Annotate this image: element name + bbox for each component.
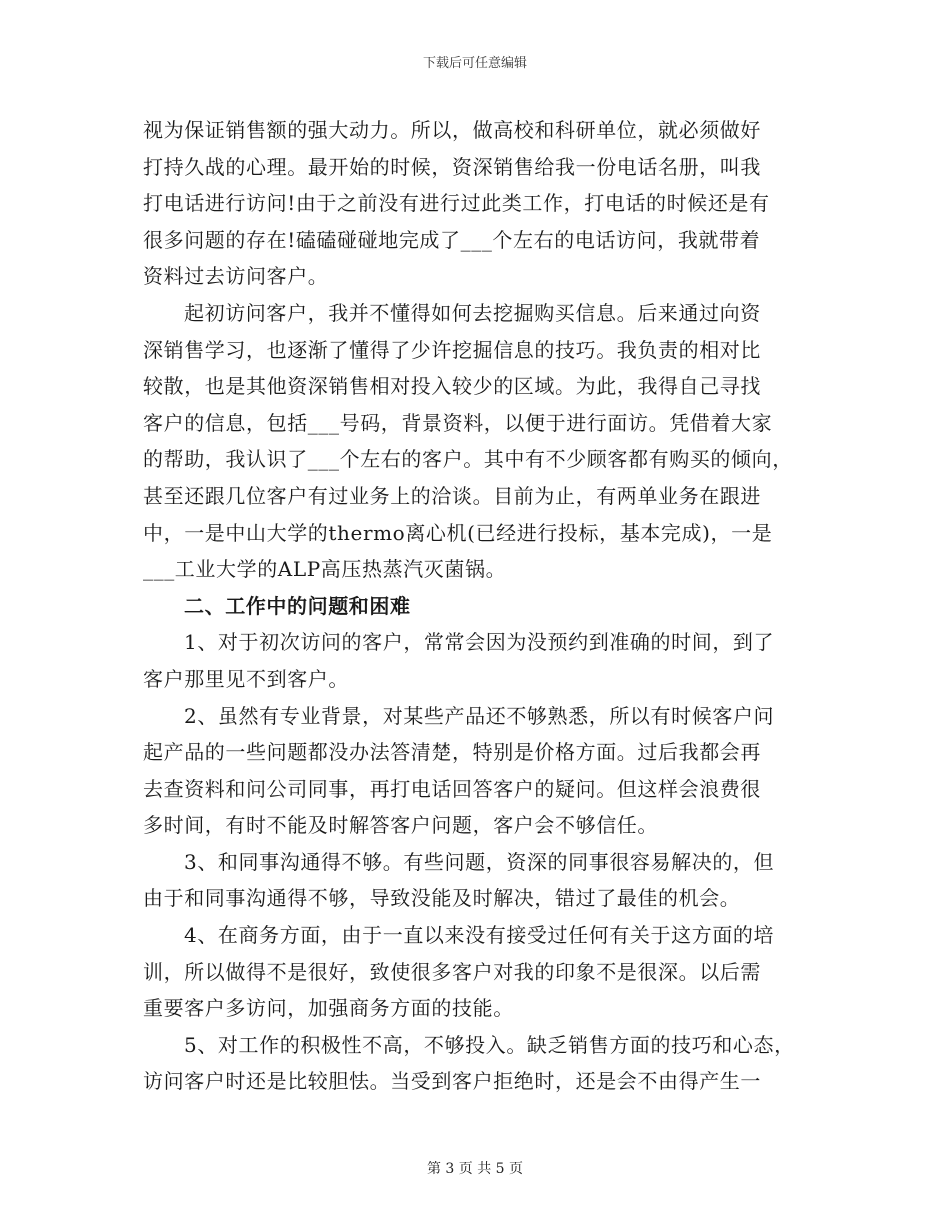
- text-line: 打持久战的心理。最开始的时候，资深销售给我一份电话名册，叫我: [143, 154, 761, 179]
- text-line: 重要客户多访问，加强商务方面的技能。: [143, 996, 514, 1021]
- text-line: 访问客户时还是比较胆怯。当受到客户拒绝时，还是会不由得产生一: [143, 1069, 761, 1094]
- section-heading: 二、工作中的问题和困难: [184, 593, 411, 618]
- text-line: 甚至还跟几位客户有过业务上的洽谈。目前为止，有两单业务在跟进: [143, 483, 761, 508]
- text-line: 起初访问客户，我并不懂得如何去挖掘购买信息。后来通过向资: [184, 300, 761, 325]
- page-header-note: 下载后可任意编辑: [422, 56, 527, 71]
- text-line: 视为保证销售额的强大动力。所以，做高校和科研单位，就必须做好: [143, 118, 761, 142]
- text-line: 资料过去访问客户。: [143, 264, 329, 289]
- text-line: 很多问题的存在!磕磕碰碰地完成了___个左右的电话访问，我就带着: [143, 227, 761, 252]
- text-line: 4、在商务方面，由于一直以来没有接受过任何有关于这方面的培: [184, 923, 775, 948]
- text-line: 3、和同事沟通得不够。有些问题，资深的同事很容易解决的，但: [184, 849, 775, 874]
- text-line: 深销售学习，也逐渐了懂得了少许挖掘信息的技巧。我负责的相对比: [143, 337, 761, 362]
- text-line: ___工业大学的ALP高压热蒸汽灭菌锅。: [143, 557, 507, 582]
- text-line: 打电话进行访问!由于之前没有进行过此类工作，打电话的时候还是有: [143, 191, 770, 216]
- text-line: 1、对于初次访问的客户，常常会因为没预约到准确的时间，到了: [184, 630, 775, 655]
- text-line: 的帮助，我认识了___个左右的客户。其中有不少顾客都有购买的倾向，: [143, 447, 793, 472]
- page-number: 第 3 页 共 5 页: [426, 1161, 524, 1177]
- text-line: 由于和同事沟通得不够，导致没能及时解决，错过了最佳的机会。: [143, 886, 741, 911]
- text-line: 起产品的一些问题都没办法答清楚，特别是价格方面。过后我都会再: [143, 740, 761, 765]
- text-line: 训，所以做得不是很好，致使很多客户对我的印象不是很深。以后需: [143, 959, 761, 984]
- text-line: 客户的信息，包括___号码，背景资料，以便于进行面访。凭借着大家: [143, 410, 773, 435]
- text-line: 去查资料和问公司同事，再打电话回答客户的疑问。但这样会浪费很: [143, 776, 761, 801]
- text-line: 5、对工作的积极性不高，不够投入。缺乏销售方面的技巧和心态，: [184, 1032, 795, 1057]
- text-line: 客户那里见不到客户。: [143, 666, 349, 691]
- document-body: [143, 112, 807, 1100]
- text-line: 2、虽然有专业背景，对某些产品还不够熟悉，所以有时候客户问: [184, 703, 775, 728]
- text-line: 多时间，有时不能及时解答客户问题，客户会不够信任。: [143, 813, 658, 838]
- text-line: 中，一是中山大学的thermo离心机(已经进行投标，基本完成)，一是: [143, 520, 773, 545]
- text-line: 较散，也是其他资深销售相对投入较少的区域。为此，我得自己寻找: [143, 374, 761, 399]
